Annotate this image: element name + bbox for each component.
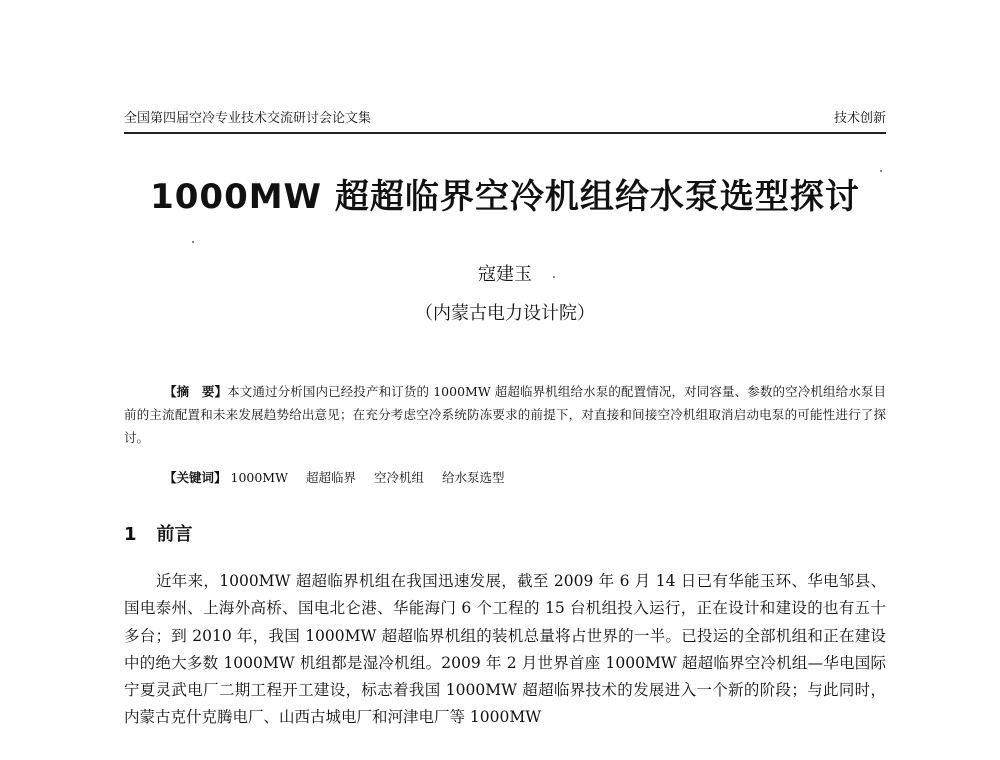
body-paragraph: 近年来，1000MW 超超临界机组在我国迅速发展，截至 2009 年 6 月 14 日已有华能玉环、华电邹县、国电泰州、上海外高桥、国电北仑港、华能海门 6 个工程的 15 台机组投入运行，正在设计和建设的也有五十多台；到 2010 年，我国 1000MW 超超临界机组的装机总量将占世界的一半。已投运的全部机组和正在建设中的绝大多数 1000MW 机组都是湿冷机组。2009 年 2 月世界首座 1000MW 超超临界空冷机组—华电国际宁夏灵武电厂二期工程开工建设，标志着我国 1000MW 超超临界技术的发展进入一个新的阶段；与此同时，内蒙古克什克腾电厂、山西古城电厂和河津电厂等 1000MW <box>124 572 886 727</box>
paper-title: 1000MW 超超临界空冷机组给水泵选型探讨 <box>150 177 860 217</box>
author-affiliation: （内蒙古电力设计院） <box>415 303 595 324</box>
section-number: 1 <box>124 524 137 545</box>
keyword: 空冷机组 <box>373 470 424 485</box>
scan-speck <box>192 241 194 243</box>
header-proceedings-title: 全国第四届空冷专业技术交流研讨会论文集 <box>124 111 372 126</box>
keyword: 给水泵选型 <box>441 470 505 485</box>
keyword: 超超临界 <box>305 470 356 485</box>
scan-speck <box>880 170 882 172</box>
abstract <box>124 380 886 449</box>
scan-speck <box>553 276 555 278</box>
keywords-label: 【关键词】 <box>164 470 227 485</box>
running-header <box>124 108 886 130</box>
header-rule <box>124 132 886 134</box>
section-title: 前言 <box>156 524 193 545</box>
author-name: 寇建玉 <box>478 264 532 285</box>
keyword: 1000MW <box>230 470 288 485</box>
keywords <box>124 466 886 489</box>
abstract-text: 本文通过分析国内已经投产和订货的 1000MW 超超临界机组给水泵的配置情况，对同容量、参数的空冷机组给水泵目前的主流配置和未来发展趋势给出意见；在充分考虑空冷系统防冻要求的前提下，对直接和间接空冷机组取消启动电泵的可能性进行了探讨。 <box>124 384 886 445</box>
section-heading <box>124 522 524 548</box>
abstract-label: 【摘 要】 <box>164 384 228 399</box>
header-section-name: 技术创新 <box>833 111 886 126</box>
